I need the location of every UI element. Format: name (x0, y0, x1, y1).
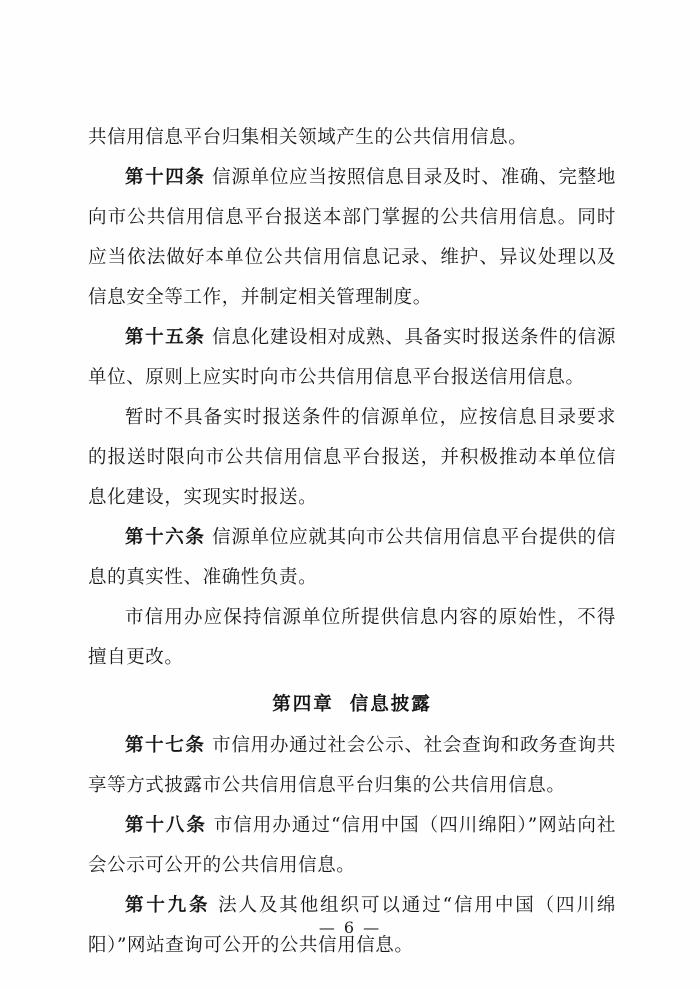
chapter-number: 第四章 (272, 694, 334, 715)
article-text: 市信用办通过“信用中国（四川绵阳）”网站向社会公示可公开的公共信用信息。 (88, 815, 616, 876)
paragraph-text: 共信用信息平台归集相关领域产生的公共信用信息。 (88, 127, 528, 148)
article-14 (88, 158, 616, 318)
article-15 (88, 318, 616, 398)
article-label: 第十五条 (125, 327, 206, 348)
article-15-paragraph-2 (88, 398, 616, 518)
article-label: 第十九条 (125, 895, 211, 916)
article-text: 信源单位应就其向市公共信用信息平台提供的信息的真实性、准确性负责。 (88, 527, 616, 588)
paragraph-continued-line (88, 118, 616, 158)
article-text: 市信用办通过社会公示、社会查询和政务查询共享等方式披露市公共信用信息平台归集的公共信用信息。 (88, 735, 616, 796)
article-label: 第十七条 (125, 735, 206, 756)
article-label: 第十六条 (125, 527, 206, 548)
article-18 (88, 806, 616, 886)
article-16-paragraph-2 (88, 598, 616, 678)
paragraph-text: 暂时不具备实时报送条件的信源单位，应按信息目录要求的报送时限向市公共信用信息平台报送，并积极推动本单位信息化建设，实现实时报送。 (88, 407, 616, 508)
article-text: 信源单位应当按照信息目录及时、准确、完整地向市公共信用信息平台报送本部门掌握的公共信用信息。同时应当依法做好本单位公共信用信息记录、维护、异议处理以及信息安全等工作，并制定相关管理制度。 (88, 167, 616, 308)
article-text: 法人及其他组织可以通过“信用中国（四川绵阳）”网站查询可公开的公共信用信息。 (88, 895, 616, 956)
article-label: 第十四条 (125, 167, 206, 188)
article-16 (88, 518, 616, 598)
article-label: 第十八条 (125, 815, 207, 836)
article-17 (88, 726, 616, 806)
document-body (88, 118, 616, 966)
chapter-heading (88, 684, 616, 726)
paragraph-text: 市信用办应保持信源单位所提供信息内容的原始性，不得擅自更改。 (88, 607, 616, 668)
page-number: — 6 — (318, 918, 382, 937)
article-text: 信息化建设相对成熟、具备实时报送条件的信源单位、原则上应实时向市公共信用信息平台报送信用信息。 (88, 327, 616, 388)
chapter-title: 信息披露 (349, 694, 432, 715)
